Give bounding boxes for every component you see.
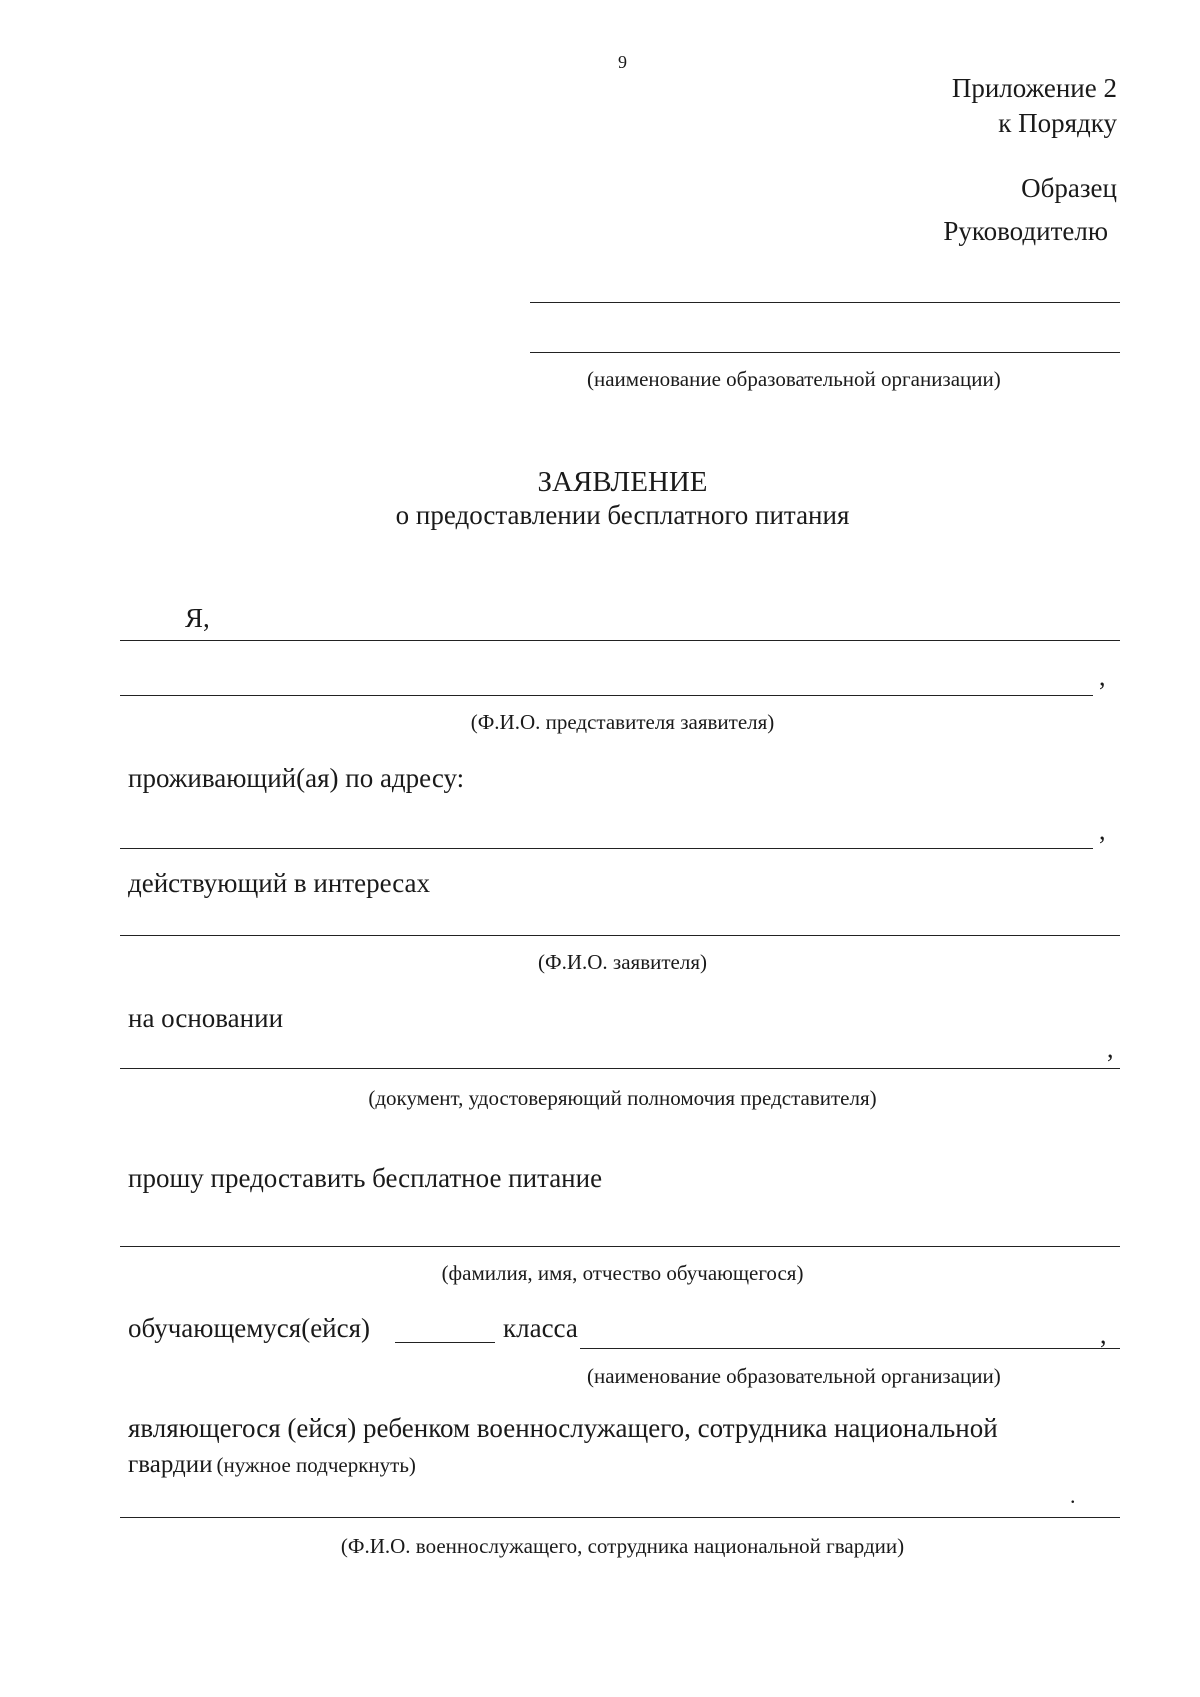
basis-label: на основании <box>128 1003 284 1033</box>
serviceman-fio-line[interactable] <box>120 1517 1120 1518</box>
ya-label: Я, <box>185 603 210 633</box>
student-fio-caption: (фамилия, имя, отчество обучающегося) <box>441 1261 804 1285</box>
guard-label: гвардии <box>128 1451 213 1478</box>
student-label: обучающемуся(ейся) <box>128 1313 371 1343</box>
residing-label: проживающий(ая) по адресу: <box>128 763 465 793</box>
guard-line <box>128 1452 416 1477</box>
document-caption: (документ, удостоверяющий полномочия представителя) <box>368 1086 877 1110</box>
org-caption: (наименование образовательной организации) <box>587 1364 1001 1388</box>
acting-label: действующий в интересах <box>128 868 431 898</box>
comma: , <box>1107 1034 1114 1063</box>
underline-note: (нужное подчеркнуть) <box>216 1453 416 1477</box>
org-name-line-2[interactable] <box>530 352 1120 353</box>
comma: , <box>1099 662 1106 691</box>
order-label: к Порядку <box>998 108 1117 138</box>
appendix-label: Приложение 2 <box>951 73 1117 103</box>
org-name-line-1[interactable] <box>530 302 1120 303</box>
address-line[interactable] <box>120 848 1093 849</box>
applicant-fio-caption: (Ф.И.О. заявителя) <box>538 950 707 974</box>
student-fio-line[interactable] <box>120 1246 1120 1247</box>
org-caption-top: (наименование образовательной организации) <box>587 367 1001 391</box>
document-line[interactable] <box>120 1068 1120 1069</box>
class-number-line[interactable] <box>395 1342 495 1343</box>
org-name-line-3[interactable] <box>580 1348 1120 1349</box>
document-subtitle: о предоставлении бесплатного питания <box>395 500 850 530</box>
comma: , <box>1100 1320 1107 1349</box>
rep-fio-caption: (Ф.И.О. представителя заявителя) <box>470 710 775 734</box>
request-label: прошу предоставить бесплатное питание <box>128 1163 603 1193</box>
class-label: класса <box>503 1313 578 1343</box>
applicant-fio-line[interactable] <box>120 935 1120 936</box>
sample-label: Образец <box>1021 173 1117 203</box>
addressee-label: Руководителю <box>943 216 1108 246</box>
child-of-label: являющегося (ейся) ребенком военнослужащего, сотрудника национальной <box>128 1413 998 1443</box>
page-number: 9 <box>618 52 627 72</box>
comma: , <box>1099 816 1106 845</box>
rep-fio-line-1[interactable] <box>120 640 1120 641</box>
serviceman-fio-caption: (Ф.И.О. военнослужащего, сотрудника национальной гвардии) <box>340 1534 905 1558</box>
rep-fio-line-2[interactable] <box>120 695 1093 696</box>
period: . <box>1070 1483 1076 1508</box>
document-title: ЗАЯВЛЕНИЕ <box>537 466 708 498</box>
